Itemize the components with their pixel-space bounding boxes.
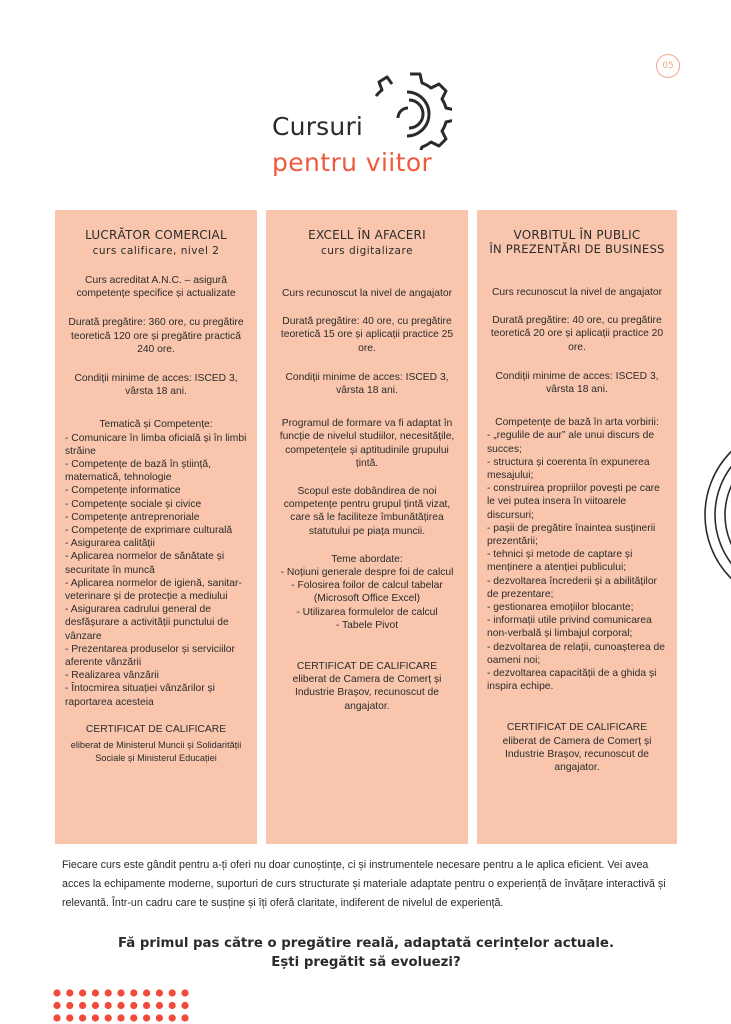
page-title-line2: pentru viitor — [272, 148, 433, 177]
course-title-line1: VORBITUL ÎN PUBLIC — [513, 228, 641, 242]
decoration-dot — [181, 1002, 188, 1009]
course-columns — [55, 210, 677, 844]
gear-icon — [352, 68, 452, 150]
course-purpose: Scopul este dobândirea de noi competențe pentru grupul țintă vizat, care să le faciliteze îmbunătățirea statutului pe piața muncii. — [283, 486, 451, 537]
list-item: - tehnici și metode de captare și menținere a atenției publicului; — [487, 549, 633, 574]
course-title: LUCRĂTOR COMERCIAL — [85, 228, 227, 242]
decoration-dot — [53, 1014, 60, 1021]
course-topics-list — [485, 429, 669, 693]
decoration-dot — [79, 1002, 86, 1009]
list-item: - dezvoltarea de relații, cunoașterea de oameni noi; — [487, 641, 666, 666]
list-item: - Utilizarea formulelor de calcul — [296, 606, 438, 618]
certificate-title: CERTIFICAT DE CALIFICARE — [296, 661, 438, 673]
list-item: - Comunicare în limba oficială și în limbi străine — [65, 432, 247, 457]
course-subtitle: curs digitalizare — [320, 245, 414, 257]
list-item: - dezvoltarea capacității de a ghida și inspira echipe. — [487, 668, 657, 693]
decoration-dot — [105, 1014, 112, 1021]
call-to-action — [60, 934, 672, 972]
concentric-arcs-decoration — [700, 420, 731, 610]
course-card-excel — [266, 210, 468, 844]
decoration-dot — [105, 1002, 112, 1009]
list-item: - Prezentarea produselor și serviciilor aferente vânzării — [65, 643, 235, 669]
list-item: - Competențe antreprenoriale — [65, 511, 200, 523]
decoration-dot — [66, 1014, 73, 1021]
list-item: - Tabele Pivot — [335, 619, 399, 631]
list-item: - Competențe sociale și civice — [65, 498, 202, 510]
course-subtitle: curs calificare, nivel 2 — [92, 245, 220, 257]
certificate-issuer: eliberat de Camera de Comerț și Industrie Brașov, recunoscut de angajator. — [292, 674, 442, 712]
decoration-dot — [169, 1014, 176, 1021]
decoration-dot — [169, 1002, 176, 1009]
decoration-dot — [92, 1002, 99, 1009]
footer-paragraph: Fiecare curs este gândit pentru a-ți oferi nu doar cunoștințe, ci și instrumentele necesare pentru a le aplica eficient. Vei avea acces la echipamente moderne, suporturi de curs structurate și materiale adaptate pentru o experiență de învățare interactivă și relevantă. Într-un cadru care te susține și îți oferă claritate, indiferent de nivelul de experiență. — [62, 859, 666, 909]
decoration-dot — [156, 989, 163, 996]
decoration-dot — [143, 1014, 150, 1021]
course-accreditation: Curs recunoscut la nivel de angajator — [492, 287, 662, 298]
course-accreditation: Curs acreditat A.N.C. – asigură competențe specifice și actualizate — [76, 275, 236, 300]
course-title: EXCELL ÎN AFACERI — [308, 228, 426, 242]
decoration-dot — [143, 1002, 150, 1009]
decoration-dot — [169, 989, 176, 996]
dot-grid-decoration — [52, 988, 192, 1024]
list-item: - dezvoltarea încrederii și a abilităților de prezentare; — [487, 575, 657, 600]
certificate-title: CERTIFICAT DE CALIFICARE — [85, 723, 227, 735]
certificate-title: CERTIFICAT DE CALIFICARE — [506, 722, 648, 734]
decoration-dot — [117, 1014, 124, 1021]
decoration-dot — [117, 1002, 124, 1009]
decoration-dot — [130, 989, 137, 996]
decoration-dot — [156, 1002, 163, 1009]
certificate-issuer: eliberat de Camera de Comerț și Industrie Brașov, recunoscut de angajator. — [502, 735, 652, 774]
course-duration: Durată pregătire: 40 ore, cu pregătire teoretică 20 ore și aplicații practice 20 ore. — [490, 315, 664, 353]
list-item: - Competențe de exprimare culturală — [65, 525, 233, 537]
course-accreditation: Curs recunoscut la nivel de angajator — [282, 288, 452, 299]
list-item: - Competențe informatice — [65, 485, 181, 497]
list-item: - Asigurarea cadrului general de desfășurare a activității punctului de vânzare — [65, 604, 229, 642]
list-item: - Competențe de bază în știință, matematică, tehnologie — [65, 459, 211, 484]
decoration-dot — [143, 989, 150, 996]
course-topics-list — [63, 432, 249, 709]
course-topics-list — [274, 566, 460, 632]
list-item: - construirea propriilor povești pe care le vei putea insera în viitoarele discursuri; — [487, 483, 660, 521]
decoration-dot — [53, 1002, 60, 1009]
decoration-dot — [66, 989, 73, 996]
course-conditions: Condiții minime de acces: ISCED 3, vârsta 18 ani. — [285, 371, 449, 397]
course-card-lucrator-comercial — [55, 210, 257, 844]
page-number: 05 — [656, 54, 680, 78]
course-program: Programul de formare va fi adaptat în funcție de nivelul studiilor, necesitățile, competențele și aptitudinile grupului țintă. — [279, 418, 455, 469]
course-topics-title: Tematică și Competențe: — [99, 419, 213, 431]
list-item: - Realizarea vânzării — [65, 670, 159, 682]
decoration-dot — [105, 989, 112, 996]
decoration-dot — [92, 989, 99, 996]
decoration-dot — [53, 989, 60, 996]
list-item: - informații utile privind comunicarea non-verbală și limbajul corporal; — [487, 615, 652, 640]
course-topics-title: Teme abordate: — [331, 553, 403, 565]
page-title-line1: Cursuri — [272, 112, 364, 141]
decoration-dot — [79, 1014, 86, 1021]
cta-line1: Fă primul pas către o pregătire reală, adaptată cerințelor actuale. — [117, 936, 614, 951]
list-item: - Aplicarea normelor de sănătate și securitate în muncă — [65, 551, 225, 576]
cta-line2: Ești pregătit să evoluezi? — [271, 955, 461, 970]
list-item: - gestionarea emoțiilor blocante; — [487, 602, 634, 614]
decoration-dot — [92, 1014, 99, 1021]
course-duration: Durată pregătire: 40 ore, cu pregătire teoretică 15 ore și aplicații practice 25 ore. — [280, 316, 454, 354]
decoration-dot — [79, 989, 86, 996]
decoration-dot — [66, 1002, 73, 1009]
course-conditions: Condiții minime de acces: ISCED 3, vârsta 18 ani. — [495, 370, 659, 396]
list-item: - Noțiuni generale despre foi de calcul — [280, 567, 454, 579]
decoration-dot — [156, 1014, 163, 1021]
list-item: - Întocmirea situației vânzărilor și raportarea acesteia — [65, 683, 215, 708]
course-card-public-speaking — [477, 210, 677, 844]
list-item: - Folosirea foilor de calcul tabelar (Microsoft Office Excel) — [291, 580, 443, 605]
course-conditions: Condiții minime de acces: ISCED 3, vârsta 18 ani. — [74, 373, 238, 398]
decoration-dot — [130, 1014, 137, 1021]
decoration-dot — [181, 1014, 188, 1021]
course-topics-title: Competențe de bază în arta vorbirii: — [495, 417, 659, 429]
course-duration: Durată pregătire: 360 ore, cu pregătire teoretică 120 ore și pregătire practică 240 ore. — [68, 317, 244, 355]
list-item: - structura și coerenta în expunerea mesajului; — [487, 456, 650, 482]
course-title-line2: ÎN PREZENTĂRI DE BUSINESS — [489, 242, 665, 256]
list-item: - Asigurarea calității — [65, 538, 155, 550]
list-item: - Aplicarea normelor de igienă, sanitar-veterinare și de protecție a mediului — [65, 577, 242, 603]
list-item: - pașii de pregătire înaintea susținerii prezentării; — [487, 522, 656, 548]
list-item: - „regulile de aur” ale unui discurs de succes; — [487, 430, 655, 455]
decoration-dot — [181, 989, 188, 996]
certificate-issuer: eliberat de Ministerul Muncii și Solidarității Sociale și Ministerul Educației — [70, 740, 242, 763]
decoration-dot — [117, 989, 124, 996]
decoration-dot — [130, 1002, 137, 1009]
